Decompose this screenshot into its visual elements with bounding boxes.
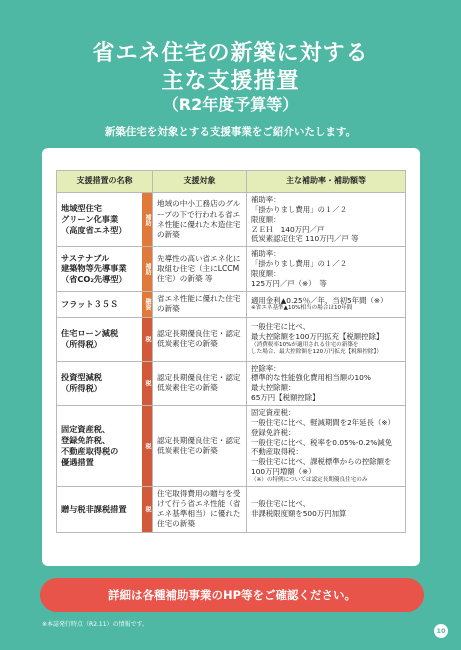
measure-name-line: フラット３５Ｓ	[61, 298, 119, 309]
detail-line: 一般住宅に比べ、	[251, 321, 311, 331]
detail-line: 一般住宅に比べ、	[251, 499, 311, 509]
measure-name-line: 地域型住宅	[61, 203, 102, 214]
subsidy-details-cell	[247, 247, 406, 291]
support-target-cell: 認定長期優良住宅・認定低炭素住宅の新築	[153, 317, 247, 361]
support-target-cell: 認定長期優良住宅・認定低炭素住宅の新築	[153, 405, 247, 486]
detail-line: 固定資産税：	[251, 407, 296, 417]
column-header-name: 支援措置の名称	[57, 171, 153, 193]
support-target-cell: 地域の中小工務店のグループの下で行われる省エネ性能に優れた木造住宅の新築	[153, 193, 247, 247]
table-row	[57, 291, 406, 317]
measure-name-line: 登録免許税、	[61, 435, 111, 446]
table-row	[57, 317, 406, 361]
subsidy-details-cell	[247, 487, 406, 532]
measure-name-line: グリーン化事業	[61, 214, 119, 225]
subsidy-details-cell	[247, 405, 406, 486]
support-table-card	[42, 148, 420, 566]
measure-name-cell	[57, 291, 153, 317]
measure-name-cell	[57, 361, 153, 405]
measure-name-line: 建築物等先導事業	[61, 263, 127, 274]
support-target-cell: 省エネ性能に優れた住宅の新築	[153, 291, 247, 317]
measure-name-cell	[57, 487, 153, 532]
detail-line: 補助率：	[251, 249, 281, 259]
table-row	[57, 487, 406, 532]
detail-line: 限度額：	[251, 214, 281, 224]
category-tag: 税	[142, 362, 152, 405]
page-title-line2: 主な支援措置	[161, 69, 300, 94]
measure-name-cell	[57, 247, 153, 291]
page-subtitle: 新築住宅を対象とする支援事業をご紹介いたします。	[104, 126, 357, 138]
detail-line: 標準的な性能強化費用相当額の10%	[251, 373, 371, 383]
page-title-line3: （R2年度予算等）	[162, 95, 299, 114]
measure-name-cell	[57, 317, 153, 361]
subsidy-details-cell	[247, 361, 406, 405]
detail-note: （※）の特例については認定長期優良住宅のみ	[251, 476, 368, 483]
measure-name	[57, 201, 152, 238]
detail-line: 適用金利▲0.25％／年、当初5年間（※）	[251, 295, 388, 305]
measure-name	[57, 326, 152, 352]
detail-line: 65万円【税額控除】	[251, 393, 320, 403]
subsidy-details-cell	[247, 291, 406, 317]
table-row	[57, 247, 406, 291]
detail-line: 一般住宅に比べ、税率を0.05%-0.2%減免	[251, 437, 393, 447]
measure-name-line: 贈与税非課税措置	[61, 503, 127, 514]
measure-name-line: 住宅ローン減税	[61, 328, 119, 339]
category-tag: 融資	[142, 292, 152, 317]
detail-note: （消費税率10%が適用される住宅の新築を	[251, 341, 359, 348]
category-tag: 補助	[142, 247, 152, 290]
category-tag: 税	[142, 406, 152, 486]
measure-name-line: （高度省エネ型）	[61, 225, 127, 236]
detail-line: 「掛かりまし費用」の１／２	[251, 204, 348, 214]
detail-line: 「掛かりまし費用」の１／２	[251, 259, 348, 269]
measure-name	[57, 502, 152, 517]
measure-name-line: 優遇措置	[61, 456, 94, 467]
detail-line: ＺＥＨ 140万円／戸	[251, 224, 325, 234]
page-number: 10	[434, 624, 448, 638]
measure-name-line: 不動産取得税の	[61, 446, 119, 457]
details-banner: 詳細は各種補助事業のHP等をご確認ください。	[40, 578, 424, 612]
measure-name	[57, 422, 152, 470]
detail-note: した場合、最大控除額を120万円拡充【税額控除】）	[251, 348, 382, 355]
measure-name-line: （所得税）	[61, 383, 102, 394]
table-row	[57, 193, 406, 247]
category-tag: 税	[142, 487, 152, 531]
measure-name-line: （省CO₂先導型）	[61, 274, 127, 285]
detail-line: 限度額：	[251, 268, 281, 278]
measure-name-cell	[57, 193, 153, 247]
measure-name-line: 固定資産税、	[61, 424, 111, 435]
table-row	[57, 361, 406, 405]
support-target-cell: 先導性の高い省エネ化に取組む住宅（主にLCCM住宅）の新築 等	[153, 247, 247, 291]
table-header-row	[57, 171, 406, 193]
support-measures-table	[56, 170, 406, 533]
subsidy-details-cell	[247, 317, 406, 361]
detail-line: 登録免許税：	[251, 427, 296, 437]
measure-name	[57, 370, 152, 396]
detail-line: 不動産取得税：	[251, 447, 303, 457]
measure-name	[57, 251, 152, 288]
page-title-line1: 省エネ住宅の新築に対する	[92, 41, 369, 66]
footnote: ※本誌発行時点（R2.11）の情報です。	[42, 621, 149, 628]
table-body	[57, 193, 406, 533]
category-tag: 補助	[142, 193, 152, 246]
column-header-target: 支援対象	[153, 171, 247, 193]
measure-name-line: （所得税）	[61, 339, 102, 350]
measure-name	[57, 297, 152, 312]
detail-line: 125万円／戸（※） 等	[251, 278, 327, 288]
measure-name-cell	[57, 405, 153, 486]
detail-line: 一般住宅に比べ、課税標準からの控除額を	[251, 457, 392, 467]
detail-line: 一般住宅に比べ、軽減期間を2年延長（※）	[251, 417, 395, 427]
table-row	[57, 405, 406, 486]
detail-line: 非課税限度額を500万円加算	[251, 509, 347, 519]
support-target-cell: 認定長期優良住宅・認定低炭素住宅の新築	[153, 361, 247, 405]
detail-line: 補助率：	[251, 195, 281, 204]
measure-name-line: 投資型減税	[61, 372, 102, 383]
detail-note: ※省エネ基準▲10%相当の場合は10年間	[251, 305, 353, 312]
detail-line: 低炭素認定住宅 110万円／戸 等	[251, 234, 359, 244]
detail-line: 最大控除額：	[251, 383, 296, 393]
column-header-details: 主な補助率・補助額等	[247, 171, 406, 193]
detail-line: 控除率：	[251, 363, 281, 373]
support-target-cell: 住宅取得費用の贈与を受けて行う省エネ性能（省エネ基準相当）に優れた住宅の新築	[153, 487, 247, 532]
category-tag: 税	[142, 318, 152, 361]
detail-line: 100万円増額（※）	[251, 467, 316, 477]
measure-name-line: サステナブル	[61, 252, 110, 263]
detail-line: 最大控除額を100万円拡充【税額控除】	[251, 331, 384, 341]
subsidy-details-cell	[247, 193, 406, 247]
